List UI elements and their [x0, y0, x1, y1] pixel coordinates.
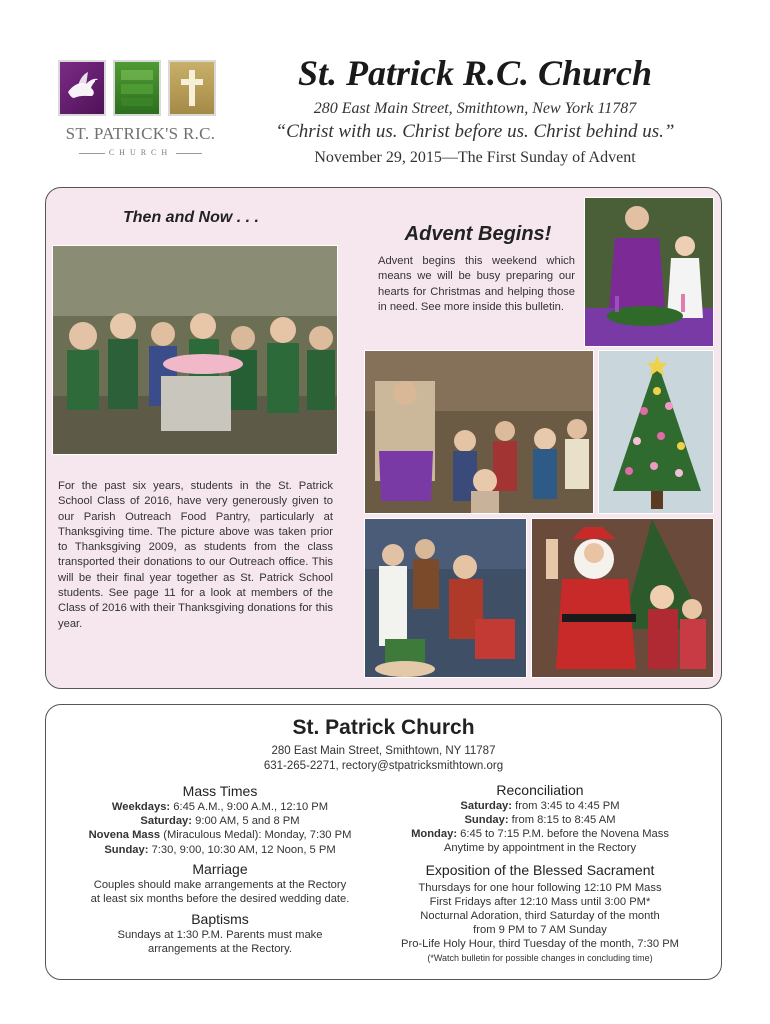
exposition-line-4: from 9 PM to 7 AM Sunday [473, 924, 607, 936]
exposition-heading: Exposition of the Blessed Sacrament [425, 862, 655, 878]
students-food-drive-photo [52, 245, 338, 455]
mass-weekdays-label: Weekdays: [111, 801, 171, 813]
mass-sunday-label: Sunday: [104, 844, 149, 856]
reconciliation-appointment: Anytime by appointment in the Rectory [443, 842, 637, 854]
exposition-line-2: First Fridays after 12:10 Mass until 3:00 PM* [429, 896, 651, 908]
church-gathering-photo [364, 350, 594, 514]
advent-text: Advent begins this weekend which means we will be busy preparing our hearts for Christmas and helping those in need. See more inside this bulletin. [378, 255, 575, 314]
mass-novena-value: (Miraculous Medal): Monday, 7:30 PM [160, 829, 352, 841]
reconciliation-saturday-value: from 3:45 to 4:45 PM [512, 800, 620, 812]
baptisms-line-1: Sundays at 1:30 P.M. Parents must make [117, 929, 323, 941]
reconciliation-saturday [385, 799, 695, 814]
marriage-heading: Marriage [192, 861, 248, 877]
church-logo [58, 60, 223, 160]
reconciliation-saturday-label: Saturday: [460, 800, 513, 812]
santa-visit-photo [531, 518, 714, 678]
christmas-tree-photo [598, 350, 714, 514]
header-address: 280 East Main Street, Smithtown, New York 11787 [313, 100, 637, 117]
mass-weekdays-value: 6:45 A.M., 9:00 A.M., 12:10 PM [170, 801, 329, 813]
then-and-now-title: Then and Now . . . [123, 209, 259, 226]
baptisms-heading: Baptisms [191, 911, 249, 927]
mass-times-heading: Mass Times [182, 783, 258, 799]
church-contact: 631-265-2271, rectory@stpatricksmithtown.org [263, 760, 504, 772]
mass-sunday [60, 843, 380, 858]
mass-sunday-value: 7:30, 9:00, 10:30 AM, 12 Noon, 5 PM [148, 844, 336, 856]
students-photo-caption: For the past six years, students in the St. Patrick School Class of 2016, have very generously given to our Parish Outreach Food Pantry, particularly at Thanksgiving time. The picture above was taken prior to Thanksgiving 2009, as students from the class transported their donations to our Outreach office. This will be their final year together as St. Patrick School students. See page 11 for a look at members of the Class of 2016 with their Thanksgiving donations for this year. [58, 480, 333, 630]
exposition-line-3: Nocturnal Adoration, third Saturday of the month [420, 910, 660, 922]
church-address: 280 East Main Street, Smithtown, NY 11787 [271, 745, 496, 757]
green-tile-icon [113, 60, 161, 116]
church-name: St. Patrick Church [292, 716, 475, 739]
reconciliation-sunday-label: Sunday: [464, 814, 509, 826]
mass-saturday-value: 9:00 AM, 5 and 8 PM [192, 815, 300, 827]
reconciliation-monday [385, 827, 695, 842]
mass-novena-label: Novena Mass [88, 829, 161, 841]
reconciliation-monday-value: 6:45 to 7:15 P.M. before the Novena Mass [457, 828, 669, 840]
reconciliation-sunday-value: from 8:15 to 8:45 AM [508, 814, 616, 826]
exposition-note: (*Watch bulletin for possible changes in concluding time) [427, 953, 653, 963]
logo-subtitle: CHURCH [58, 148, 223, 157]
reconciliation-sunday [385, 813, 695, 828]
page-title: St. Patrick R.C. Church [297, 53, 653, 93]
reconciliation-heading: Reconciliation [496, 782, 584, 798]
exposition-line-1: Thursdays for one hour following 12:10 PM Mass [418, 882, 662, 894]
exposition-line-5: Pro-Life Holy Hour, third Tuesday of the month, 7:30 PM [401, 938, 679, 950]
marriage-line-2: at least six months before the desired wedding date. [90, 893, 350, 905]
advent-title: Advent Begins! [404, 223, 552, 245]
cross-icon [168, 60, 216, 116]
mass-weekdays [60, 800, 380, 815]
mass-novena [60, 828, 380, 843]
advent-wreath-photo [584, 197, 714, 347]
marriage-line-1: Couples should make arrangements at the Rectory [93, 879, 347, 891]
reconciliation-monday-label: Monday: [411, 828, 458, 840]
logo-name: ST. PATRICK'S R.C. [65, 124, 216, 143]
header-motto: “Christ with us. Christ before us. Christ behind us.” [275, 121, 675, 142]
bulletin-date: November 29, 2015—The First Sunday of Advent [314, 149, 636, 166]
baptisms-line-2: arrangements at the Rectory. [147, 943, 293, 955]
volunteers-photo [364, 518, 527, 678]
mass-saturday [60, 814, 380, 829]
mass-saturday-label: Saturday: [140, 815, 192, 827]
dove-icon [58, 60, 106, 116]
